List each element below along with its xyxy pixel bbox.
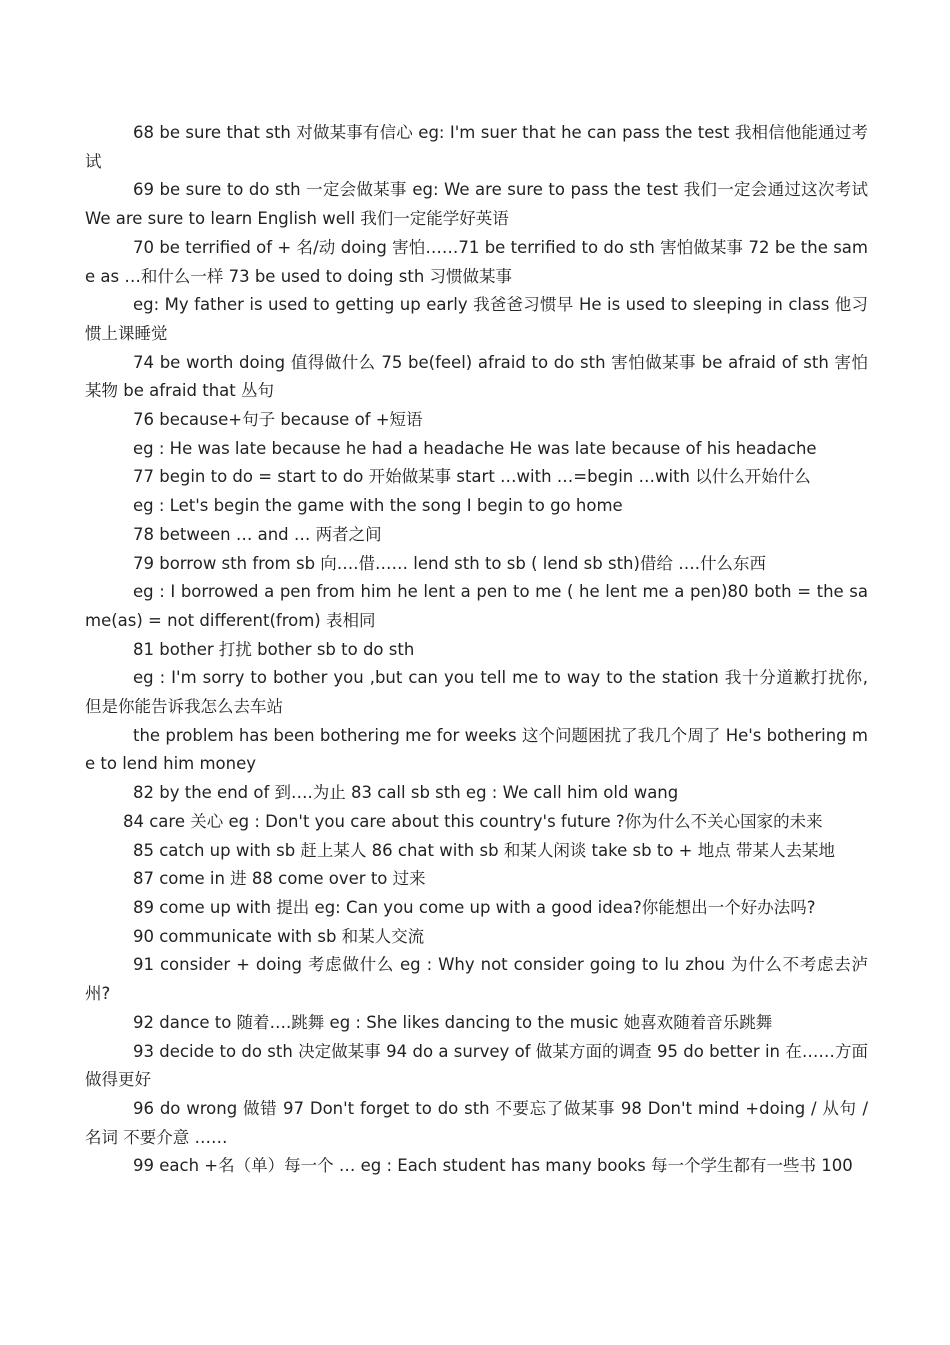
phrase-entry-74-75: 74 be worth doing 值得做什么 75 be(feel) afraid to do sth 害怕做某事 be afraid of sth 害怕某物 be afraid that 丛句 bbox=[85, 352, 868, 401]
phrase-entry-85-86: 85 catch up with sb 赶上某人 86 chat with sb 和某人闲谈 take sb to + 地点 带某人去某地 bbox=[133, 840, 835, 860]
phrase-entry-93-95: 93 decide to do sth 决定做某事 94 do a survey of 做某方面的调查 95 do better in 在……方面做得更好 bbox=[85, 1041, 868, 1090]
phrase-entry-79: 79 borrow sth from sb 向….借…… lend sth to sb ( lend sb sth)借给 ….什么东西 bbox=[133, 553, 766, 573]
example-73: eg: My father is used to getting up early 我爸爸习惯早 He is used to sleeping in class 他习惯上课睡觉 bbox=[85, 295, 868, 343]
example-81-b: the problem has been bothering me for weeks 这个问题困扰了我几个周了 He's bothering me to lend him money bbox=[85, 725, 868, 774]
phrase-entry-91: 91 consider + doing 考虑做什么 eg : Why not consider going to lu zhou 为什么不考虑去泸州? bbox=[85, 955, 868, 1004]
phrase-entry-69: 69 be sure to do sth 一定会做某事 eg: We are sure to pass the test 我们一定会通过这次考试 We are sure to learn English well 我们一定能学好英语 bbox=[85, 180, 868, 229]
example-81-a: eg : I'm sorry to bother you ,but can you tell me to way to the station 我十分道歉打扰你, 但是你能告诉我怎么去车站 bbox=[85, 668, 868, 717]
phrase-entry-92: 92 dance to 随着….跳舞 eg : She likes dancing to the music 她喜欢随着音乐跳舞 bbox=[133, 1012, 773, 1032]
document-body bbox=[85, 119, 868, 1181]
phrase-entry-68: 68 be sure that sth 对做某事有信心 eg: I'm suer that he can pass the test 我相信他能通过考试 bbox=[85, 123, 868, 171]
phrase-entry-77: 77 begin to do = start to do 开始做某事 start …with …=begin …with 以什么开始什么 bbox=[133, 467, 811, 487]
phrase-entry-70-73: 70 be terrified of + 名/动 doing 害怕……71 be terrified to do sth 害怕做某事 72 be the same as …和什么一样 73 be used to doing sth 习惯做某事 bbox=[85, 237, 868, 286]
phrase-entry-78: 78 between … and … 两者之间 bbox=[133, 524, 382, 544]
example-77: eg : Let's begin the game with the song I begin to go home bbox=[133, 496, 623, 516]
phrase-entry-82-83: 82 by the end of 到….为止 83 call sb sth eg : We call him old wang bbox=[133, 783, 679, 803]
phrase-entry-96-98: 96 do wrong 做错 97 Don't forget to do sth 不要忘了做某事 98 Don't mind +doing / 从句 / 名词 不要介意 …… bbox=[85, 1098, 868, 1147]
phrase-entry-89: 89 come up with 提出 eg: Can you come up with a good idea?你能想出一个好办法吗? bbox=[133, 897, 816, 917]
phrase-entry-76: 76 because+句子 because of +短语 bbox=[133, 410, 423, 430]
phrase-entry-90: 90 communicate with sb 和某人交流 bbox=[133, 926, 425, 946]
phrase-entry-87-88: 87 come in 进 88 come over to 过来 bbox=[133, 869, 426, 889]
phrase-entry-99-100: 99 each +名（单）每一个 … eg : Each student has many books 每一个学生都有一些书 100 bbox=[133, 1156, 853, 1176]
example-79-80: eg : I borrowed a pen from him he lent a pen to me ( he lent me a pen)80 both = the same(as) = not different(from) 表相同 bbox=[85, 582, 868, 630]
phrase-entry-84: 84 care 关心 eg : Don't you care about this country's future ?你为什么不关心国家的未来 bbox=[123, 811, 823, 831]
phrase-entry-81: 81 bother 打扰 bother sb to do sth bbox=[133, 639, 415, 659]
example-76: eg : He was late because he had a headache He was late because of his headache bbox=[133, 438, 817, 458]
